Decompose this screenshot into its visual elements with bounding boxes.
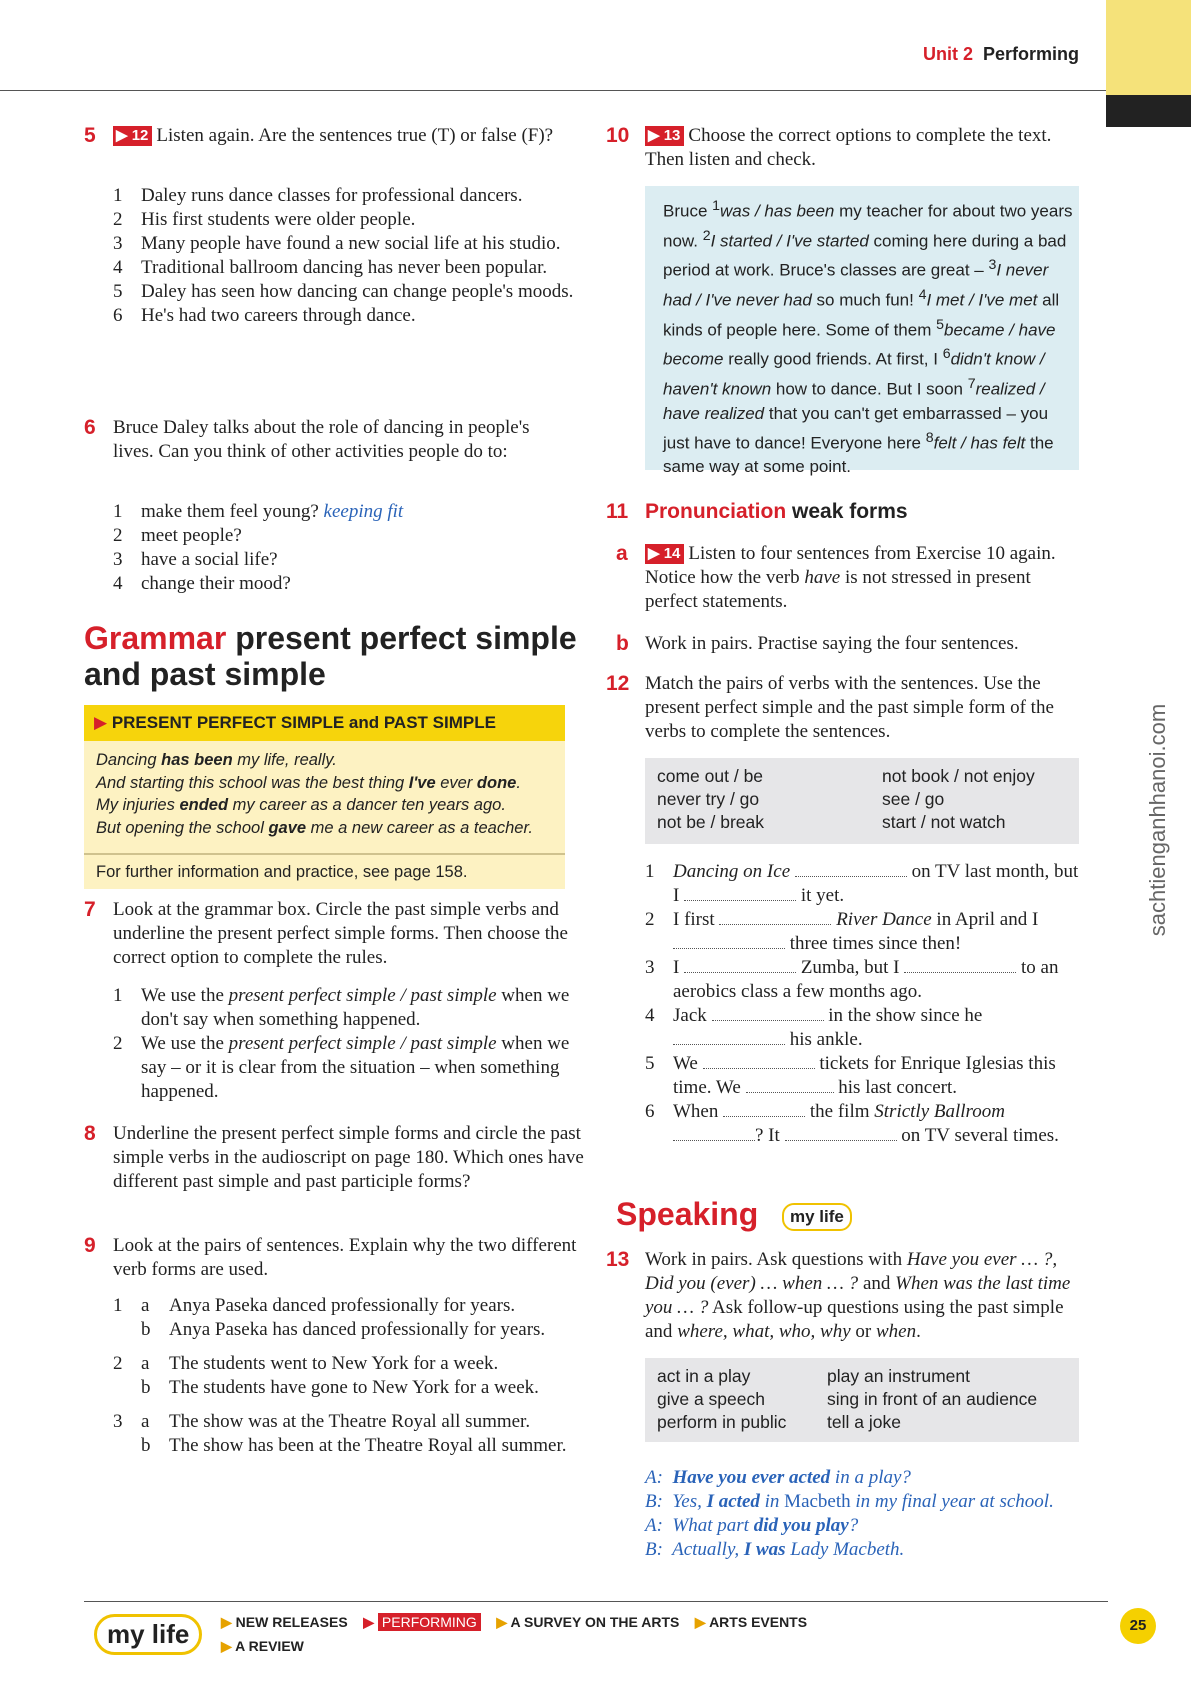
footer-rule: [84, 1601, 1108, 1602]
list-item: 4 Traditional ballroom dancing has never been popular.: [113, 257, 548, 278]
ex11b-instruction: Work in pairs. Practise saying the four sentences.: [645, 633, 1019, 654]
ex13-dialogue: A: Have you ever acted in a play? B: Yes, I acted in Macbeth in my final year at school. A: What part did you play? B: Actually, I was Lady Macbeth.: [645, 1467, 1054, 1560]
page-number: 25: [1120, 1608, 1156, 1644]
ex5-list: [113, 184, 583, 328]
list-item: 2 a The students went to New York for a week. b The students have gone to New York for a week.: [113, 1353, 539, 1398]
grammar-heading: Grammar present perfect simple and past simple: [84, 620, 577, 692]
ex12-sentences: [645, 860, 1085, 1148]
play-icon[interactable]: ▶ 14: [645, 544, 684, 564]
list-item: 3 have a social life?: [113, 549, 278, 570]
ex6-list: [113, 500, 583, 596]
prompt-column-left: act in a play give a speech perform in public: [657, 1366, 787, 1432]
list-item: 4 Jack in the show since he his ankle.: [645, 1005, 983, 1050]
grammar-box-title: ▶ PRESENT PERFECT SIMPLE and PAST SIMPLE: [84, 705, 565, 741]
header-rule: [0, 90, 1106, 91]
ex6-instruction: Bruce Daley talks about the role of dancing in people's lives. Can you think of other activities people do to:: [113, 417, 530, 462]
footer-link[interactable]: ▶ A REVIEW: [221, 1638, 304, 1654]
ex9-list: [113, 1294, 588, 1458]
ex11-number: 11: [606, 500, 629, 523]
list-item: 2 I first River Dance in April and I three times since then!: [645, 909, 1039, 954]
footer-logo: my life: [94, 1614, 202, 1655]
list-item: 5 Daley has seen how dancing can change people's moods.: [113, 281, 574, 302]
list-item: 1 Dancing on Ice on TV last month, but I it yet.: [645, 861, 1079, 906]
ex12-verb-box: [645, 758, 1079, 844]
list-item: 2 We use the present perfect simple / past simple when we say – or it is clear from the situation – when something happened.: [113, 1033, 570, 1102]
footer-link[interactable]: ▶ ARTS EVENTS: [694, 1614, 808, 1630]
list-item: 1 a Anya Paseka danced professionally for years. b Anya Paseka has danced professionally for years.: [113, 1295, 546, 1340]
ex12-instruction: Match the pairs of verbs with the sentences. Use the present perfect simple and the past simple form of the verbs to complete the sentences.: [645, 673, 1054, 742]
ex5-instruction: ▶ 12 Listen again. Are the sentences true (T) or false (F)?: [113, 124, 583, 148]
unit-header: Unit 2 Performing: [922, 44, 1079, 64]
ex10-number: 10: [606, 124, 630, 147]
handwritten-answer: keeping fit: [323, 501, 404, 522]
ex7-list: [113, 984, 588, 1104]
list-item: 6 When the film Strictly Ballroom ? It on TV several times.: [645, 1101, 1059, 1146]
footer-link[interactable]: ▶ NEW RELEASES: [221, 1614, 348, 1630]
grammar-box: [84, 705, 565, 881]
verb-column-left: come out / be never try / go not be / break: [657, 766, 765, 832]
list-item: 4 change their mood?: [113, 573, 291, 594]
footer-link-current[interactable]: ▶ PERFORMING: [363, 1613, 481, 1631]
speaking-heading: Speaking: [616, 1196, 759, 1232]
list-item: 3 a The show was at the Theatre Royal all summer. b The show has been at the Theatre Royal all summer.: [113, 1411, 567, 1456]
list-item: 3 I Zumba, but I to an aerobics class a few months ago.: [645, 957, 1059, 1002]
ex12-number: 12: [606, 672, 630, 695]
ex9-number: 9: [84, 1234, 96, 1257]
ex13-prompt-box: [645, 1358, 1079, 1442]
ex7-instruction: Look at the grammar box. Circle the past simple verbs and underline the present perfect simple forms. Then choose the correct option to complete the rules.: [113, 899, 568, 968]
list-item: 5 We tickets for Enrique Iglesias this time. We his last concert.: [645, 1053, 1056, 1098]
verb-column-right: not book / not enjoy see / go start / not watch: [882, 766, 1035, 832]
play-icon[interactable]: ▶ 12: [113, 126, 152, 146]
ex10-text-box: Bruce $^1$was / has been my teacher for about two years now. $^2$I started / I've started coming here during a bad period at work. Bruce's classes are great – $^3$I never had / I've never had so much fun! $^4$I met / I've met all kinds of people here. Some of them $^5$became / have become really good friends. At first, I $^6$didn't know / haven't known how to dance. But I soon $^7$realized / have realized that you can't get embarrassed – you just have to dance! Everyone here $^8$felt / has felt the same way at some point.: [645, 186, 1079, 470]
ex5-number: 5: [84, 124, 96, 147]
footer-nav: [221, 1614, 807, 1631]
ex9-instruction: Look at the pairs of sentences. Explain why the two different verb forms are used.: [113, 1235, 577, 1280]
grammar-further: For further information and practice, see page 158.: [84, 855, 565, 889]
list-item: 2 meet people?: [113, 525, 242, 546]
watermark: sachtienganhhanoi.com: [1145, 703, 1170, 937]
ex11a-label: a: [616, 542, 628, 565]
ex13-instruction: Work in pairs. Ask questions with Have you ever … ?, Did you (ever) … when … ? and When was the last time you … ? Ask follow-up questions using the past simple and where, what, who, why or when.: [645, 1249, 1071, 1342]
ex11b-label: b: [616, 632, 629, 655]
my-life-badge: my life: [782, 1203, 852, 1231]
corner-tab-yellow: [1106, 0, 1191, 95]
grammar-examples: Dancing has been my life, really. And starting this school was the best thing I've ever done. My injuries ended my career as a dancer ten years ago. But opening the school gave me a new career as a teacher.: [84, 741, 565, 853]
play-icon[interactable]: ▶ 13: [645, 126, 684, 146]
ex8-instruction: Underline the present perfect simple forms and circle the past simple verbs in the audioscript on page 180. Which ones have different past simple and past participle forms?: [113, 1123, 584, 1192]
ex11a-instruction: ▶ 14 Listen to four sentences from Exercise 10 again. Notice how the verb have is not stressed in present perfect statements.: [645, 543, 1056, 612]
ex13-number: 13: [606, 1248, 630, 1271]
list-item: 6 He's had two careers through dance.: [113, 305, 416, 326]
footer-link[interactable]: ▶ A SURVEY ON THE ARTS: [496, 1614, 680, 1630]
prompt-column-right: play an instrument sing in front of an audience tell a joke: [827, 1366, 1038, 1432]
list-item: 1 make them feel young? keeping fit: [113, 501, 404, 522]
corner-tab-black: [1106, 95, 1191, 127]
ex10-instruction: ▶ 13 Choose the correct options to complete the text. Then listen and check.: [645, 125, 1052, 170]
list-item: 1 Daley runs dance classes for professional dancers.: [113, 185, 523, 206]
ex8-number: 8: [84, 1122, 96, 1145]
list-item: 2 His first students were older people.: [113, 209, 416, 230]
ex6-number: 6: [84, 416, 96, 439]
list-item: 3 Many people have found a new social life at his studio.: [113, 233, 561, 254]
ex11-heading: Pronunciation weak forms: [645, 500, 908, 523]
list-item: 1 We use the present perfect simple / past simple when we don't say when something happened.: [113, 985, 570, 1030]
ex7-number: 7: [84, 898, 96, 921]
